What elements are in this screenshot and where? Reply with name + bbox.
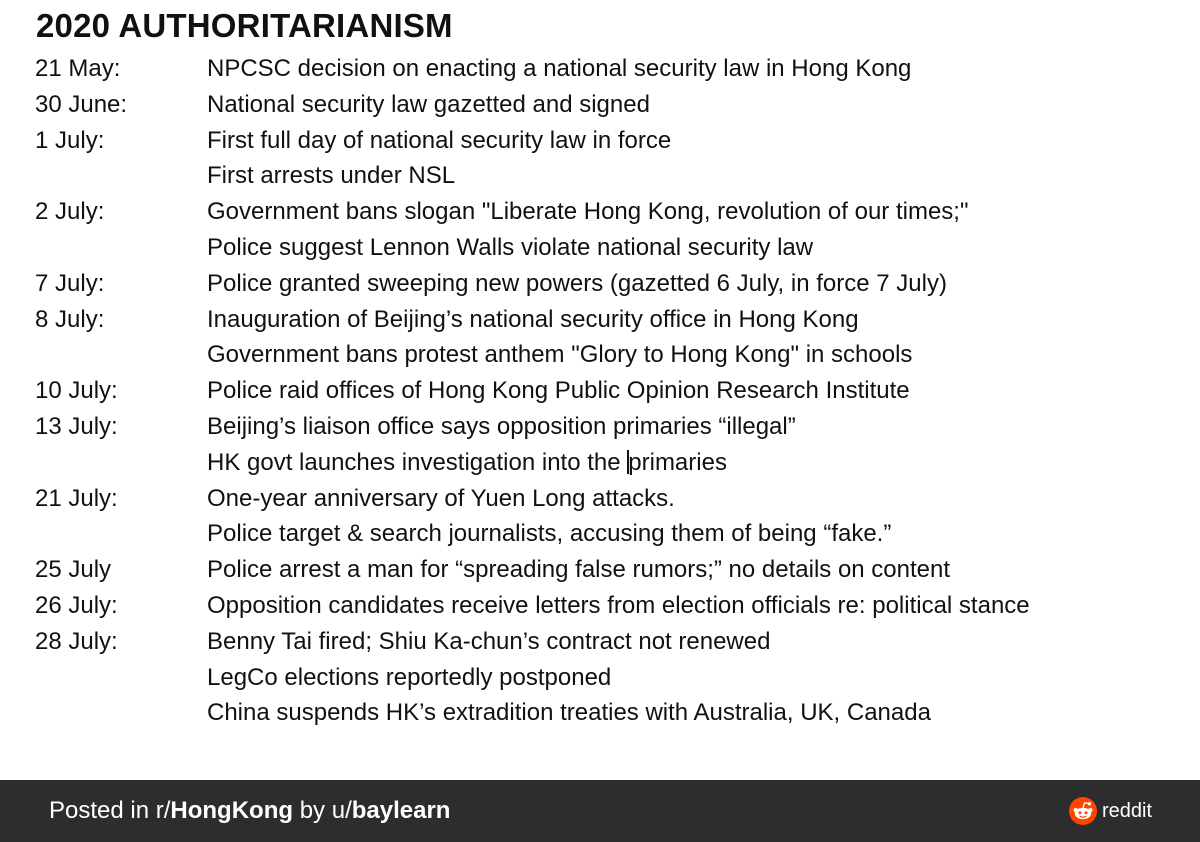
timeline-row: [0, 123, 1200, 159]
timeline-date: 8 July:: [35, 305, 105, 333]
timeline-row: [0, 87, 1200, 123]
timeline-date: 21 July:: [35, 484, 118, 512]
timeline-event-text: primaries: [628, 448, 727, 476]
timeline-date: 1 July:: [35, 126, 105, 154]
posted-in-caption: [49, 780, 450, 842]
timeline-row: [0, 230, 1200, 266]
timeline-event: Government bans slogan "Liberate Hong Kong, revolution of our times;": [207, 198, 969, 226]
timeline-event: First arrests under NSL: [207, 162, 456, 190]
timeline-event: Police target & search journalists, accusing them of being “fake.”: [207, 520, 892, 548]
timeline-event: Benny Tai fired; Shiu Ka-chun’s contract not renewed: [207, 627, 771, 655]
timeline-date: 30 June:: [35, 90, 128, 118]
timeline-event: Inauguration of Beijing’s national security office in Hong Kong: [207, 305, 859, 333]
timeline-event: National security law gazetted and signed: [207, 90, 650, 118]
timeline-row: [0, 302, 1200, 338]
timeline-row: [0, 624, 1200, 660]
timeline-event: Police arrest a man for “spreading false rumors;” no details on content: [207, 556, 951, 584]
reddit-brand[interactable]: [1069, 797, 1152, 825]
timeline-event: China suspends HK’s extradition treaties with Australia, UK, Canada: [207, 699, 931, 727]
timeline-row: [0, 337, 1200, 373]
timeline-event: Police suggest Lennon Walls violate national security law: [207, 233, 814, 261]
username-link[interactable]: baylearn: [351, 797, 451, 824]
timeline-event-text: HK govt launches investigation into the: [207, 448, 628, 476]
timeline-date: 13 July:: [35, 412, 118, 440]
reddit-wordmark: reddit: [1101, 800, 1152, 822]
timeline-row: [0, 373, 1200, 409]
timeline-row: [0, 552, 1200, 588]
timeline-row: [0, 588, 1200, 624]
timeline-event: Police granted sweeping new powers (gazetted 6 July, in force 7 July): [207, 269, 947, 297]
source-footer: [0, 780, 1200, 842]
timeline-event: Police raid offices of Hong Kong Public Opinion Research Institute: [207, 377, 910, 405]
timeline-row: [0, 660, 1200, 696]
timeline-row: [0, 194, 1200, 230]
timeline-event: Opposition candidates receive letters from election officials re: political stance: [207, 591, 1030, 619]
timeline-row: [0, 516, 1200, 552]
timeline-date: 10 July:: [35, 377, 118, 405]
timeline-event[interactable]: [207, 445, 727, 481]
timeline-row: [0, 445, 1200, 481]
timeline-event: Beijing’s liaison office says opposition primaries “illegal”: [207, 412, 796, 440]
timeline-event: NPCSC decision on enacting a national security law in Hong Kong: [207, 55, 912, 82]
timeline-date: 26 July:: [35, 591, 118, 619]
timeline-date: 7 July:: [35, 269, 105, 297]
timeline-event: Government bans protest anthem "Glory to Hong Kong" in schools: [207, 341, 913, 369]
reddit-alien-icon: [1069, 797, 1097, 825]
timeline-event: LegCo elections reportedly postponed: [207, 663, 612, 691]
timeline-row: [0, 695, 1200, 731]
timeline-event: First full day of national security law in force: [207, 126, 672, 154]
timeline-date: 2 July:: [35, 198, 105, 226]
timeline-row: [0, 266, 1200, 302]
timeline-row: [0, 409, 1200, 445]
timeline-date: 28 July:: [35, 627, 118, 655]
timeline-row: [0, 158, 1200, 194]
timeline-date: 25 July: [35, 556, 112, 584]
posted-prefix: Posted in r/: [49, 797, 171, 824]
timeline-date: 21 May:: [35, 55, 121, 82]
timeline-row: [0, 51, 1200, 87]
subreddit-link[interactable]: HongKong: [170, 797, 294, 824]
timeline-event: One-year anniversary of Yuen Long attacks.: [207, 484, 675, 512]
timeline-list: [0, 51, 1200, 731]
page-title: 2020 AUTHORITARIANISM: [36, 7, 453, 44]
timeline-row: [0, 481, 1200, 517]
posted-by: by u/: [293, 797, 352, 824]
